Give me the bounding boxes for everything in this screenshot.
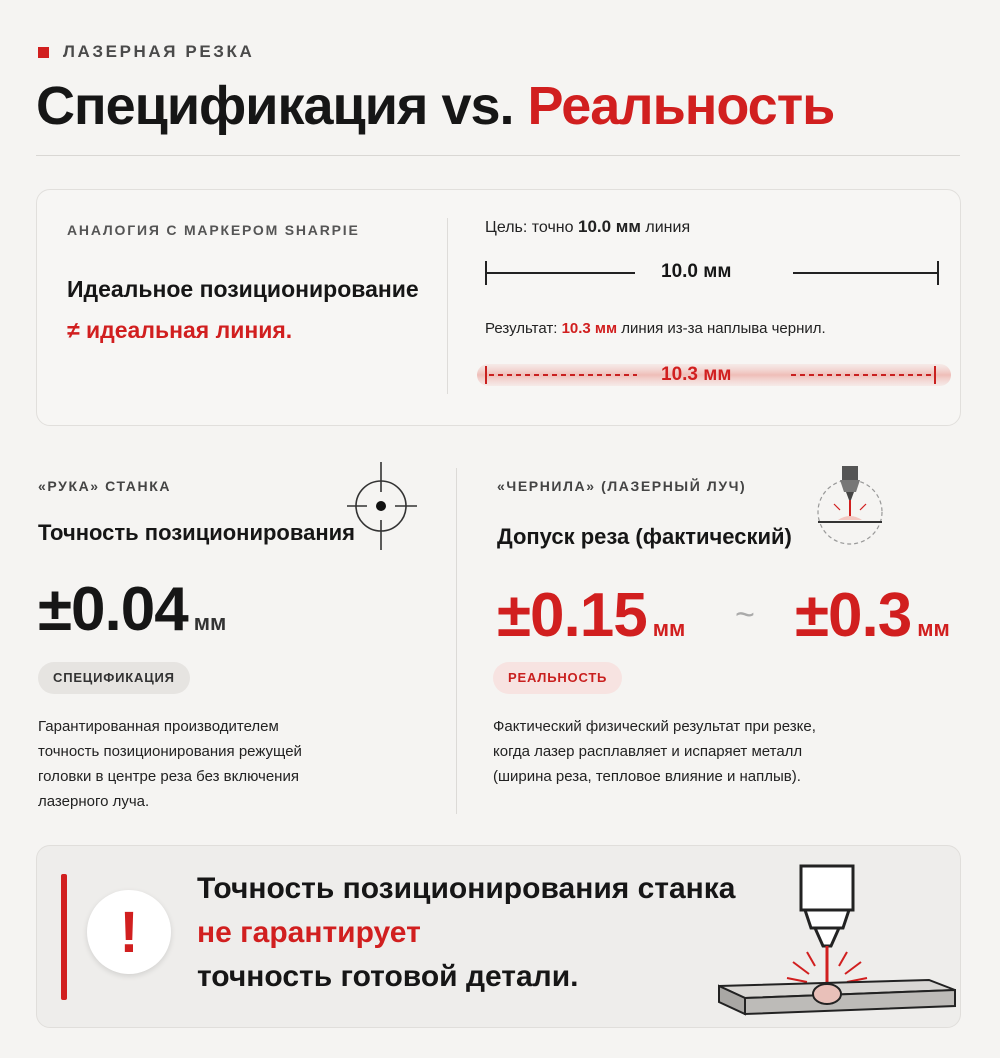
spec-desc-line: Гарантированная производителем (38, 718, 279, 735)
spec-eyebrow: «РУКА» СТАНКА (38, 478, 172, 494)
header-divider (36, 155, 960, 156)
column-divider (456, 468, 457, 814)
crosshair-icon (347, 462, 417, 550)
banner-accent-bar (61, 874, 67, 1000)
spec-desc-line: лазерного луча. (38, 793, 150, 810)
spec-desc-line: головки в центре реза без включения (38, 768, 299, 785)
alert-symbol: ! (119, 899, 139, 965)
spec-unit: мм (193, 610, 227, 635)
laser-nozzle-icon (810, 462, 890, 546)
spec-number: ±0.04 (38, 575, 188, 644)
alert-icon (87, 890, 171, 974)
title-part-spec: Спецификация vs. (36, 76, 528, 136)
bled-dimension-label: 10.3 мм (661, 364, 732, 385)
goal-value: 10.0 мм (577, 217, 641, 236)
result-value: 10.3 мм (561, 320, 618, 337)
analogy-statement-line1: Идеальное позиционирование (67, 276, 419, 302)
goal-suffix: линия (640, 219, 691, 236)
reality-unit-min: мм (652, 616, 686, 641)
reality-description (493, 714, 816, 789)
reality-desc-line: Фактический физический результат при резке, (493, 718, 816, 735)
banner-line2: не гарантирует (197, 916, 421, 949)
banner-line1: Точность позиционирования станка (197, 872, 736, 905)
result-suffix: линия из-за наплыва чернил. (617, 320, 826, 337)
page-title (36, 74, 834, 138)
reality-value-min (497, 580, 685, 651)
reality-desc-line: когда лазер расплавляет и испаряет металл (493, 743, 803, 760)
title-part-reality: Реальность (527, 76, 835, 136)
goal-caption (485, 217, 690, 237)
conclusion-banner (36, 845, 961, 1028)
category-label: ЛАЗЕРНАЯ РЕЗКА (63, 42, 255, 61)
reality-desc-line: (ширина реза, тепловое влияние и наплыв). (493, 768, 801, 785)
analogy-eyebrow: АНАЛОГИЯ С МАРКЕРОМ SHARPIE (67, 222, 360, 238)
range-separator: ~ (735, 596, 755, 634)
analogy-card (36, 189, 961, 426)
category-eyebrow (38, 42, 254, 62)
result-caption (485, 320, 826, 337)
spec-value (38, 574, 226, 645)
reality-value-max (795, 580, 950, 651)
goal-prefix: Цель: точно (485, 219, 578, 236)
red-square-marker (38, 47, 49, 58)
reality-number-min: ±0.15 (497, 581, 647, 650)
result-prefix: Результат: (485, 320, 562, 337)
spec-badge: СПЕЦИФИКАЦИЯ (38, 662, 190, 694)
reality-badge: РЕАЛЬНОСТЬ (493, 662, 622, 694)
reality-eyebrow: «ЧЕРНИЛА» (ЛАЗЕРНЫЙ ЛУЧ) (497, 478, 747, 494)
analogy-divider (447, 218, 448, 394)
reality-unit-max: мм (917, 616, 950, 641)
spec-heading: Точность позиционирования (38, 520, 355, 545)
spec-desc-line: точность позиционирования режущей (38, 743, 302, 760)
spec-description (38, 714, 302, 814)
reality-heading: Допуск реза (фактический) (497, 524, 792, 549)
banner-line3: точность готовой детали. (197, 960, 579, 993)
analogy-statement-line2: ≠ идеальная линия. (67, 317, 293, 343)
laser-cutting-icon (717, 856, 957, 1026)
reality-number-max: ±0.3 (795, 581, 912, 650)
ideal-dimension-label: 10.0 мм (661, 261, 732, 282)
